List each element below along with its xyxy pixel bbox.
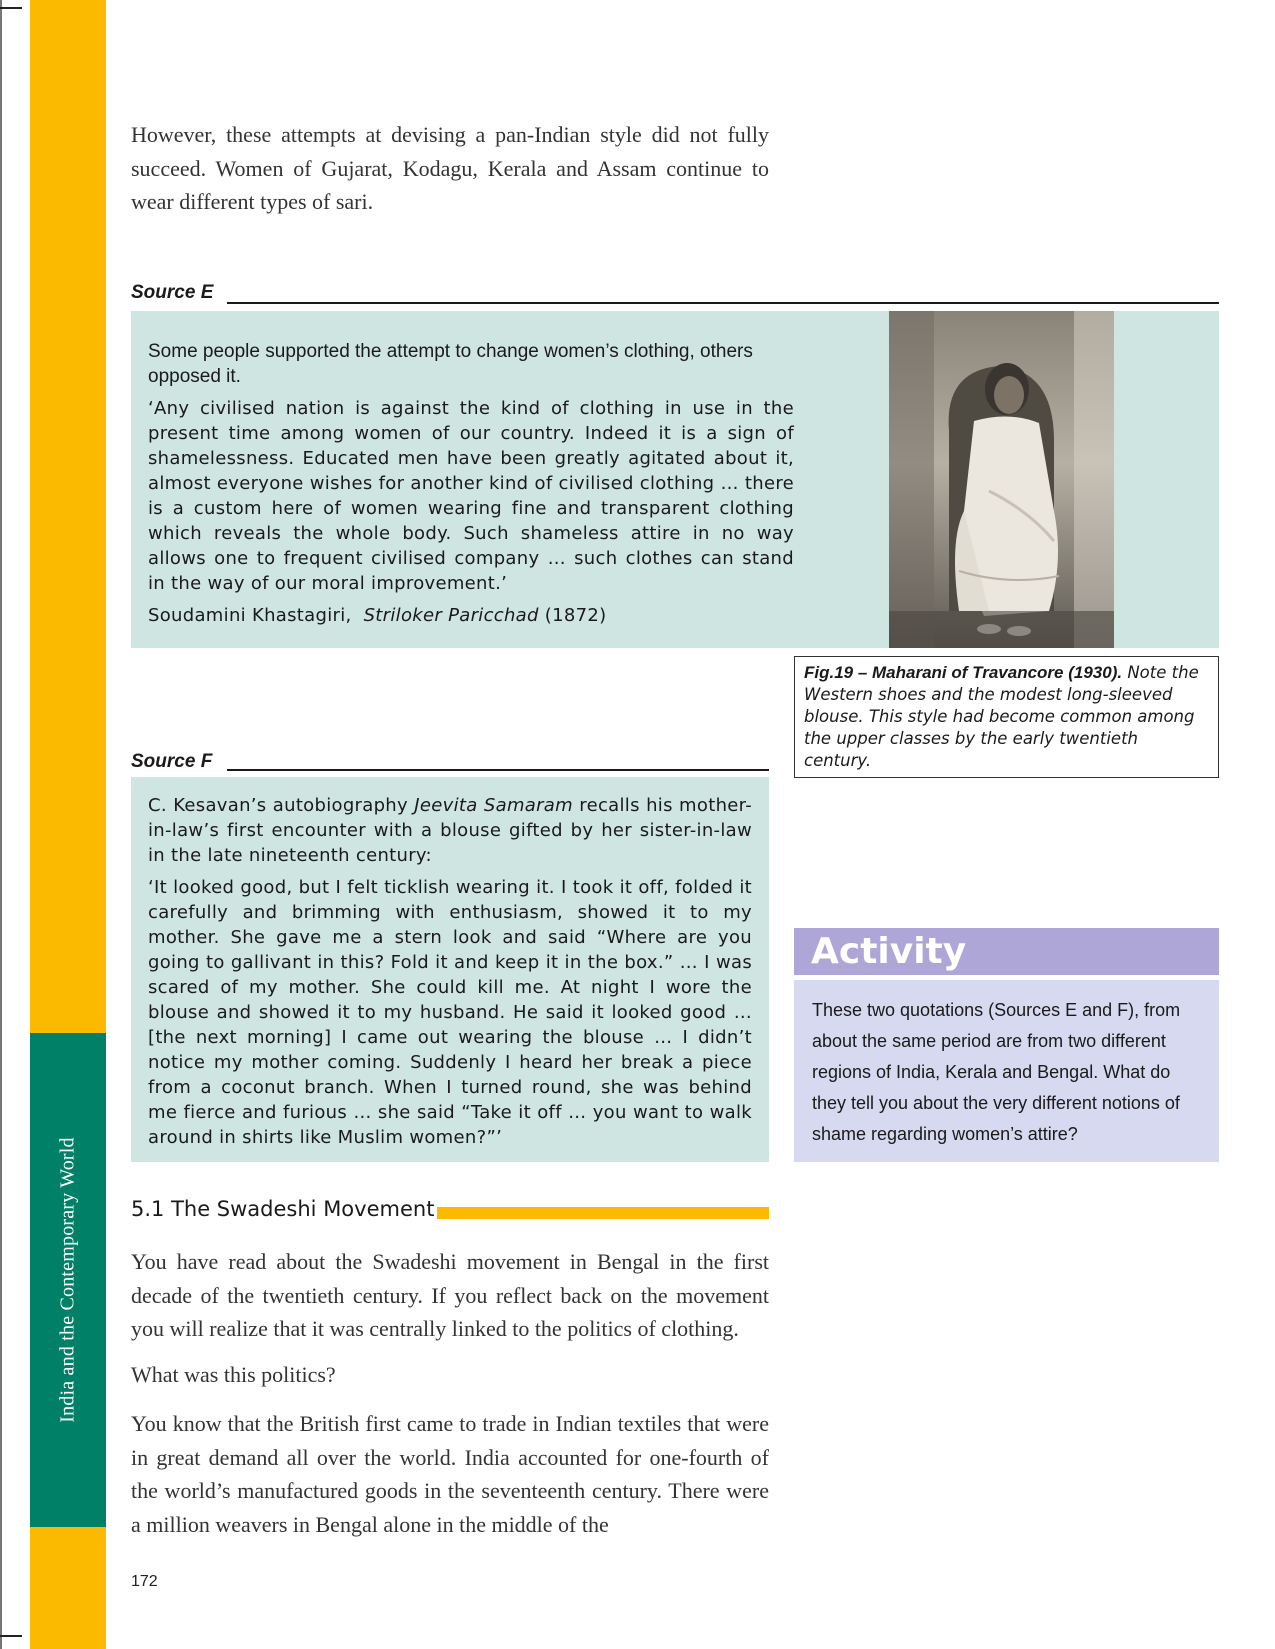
source-f-lead xyxy=(148,793,752,868)
source-f-lead-after: recalls his mother-in-law’s first encounter with a blouse gifted by her sister-in-law in the late nineteenth century: xyxy=(148,795,752,866)
section-paragraph: You have read about the Swadeshi movement in Bengal in the first decade of the twentieth century. If you reflect back on the movement you will realize that it was centrally linked to the politics of clothing. xyxy=(131,1249,769,1341)
source-f-book-title: Jeevita Samaram xyxy=(414,795,573,816)
source-e-citation xyxy=(148,603,794,628)
figure-label: Fig.19 – Maharani of Travancore (1930). xyxy=(804,663,1123,682)
crop-line xyxy=(0,0,2,1649)
activity-text: These two quotations (Sources E and F), from about the same period are from two different regions of India, Kerala and Bengal. What do they tell you about the very different notions of shame regarding women’s attire? xyxy=(794,980,1219,1162)
section-paragraph: What was this politics? xyxy=(131,1362,336,1387)
source-e-work: Striloker Paricchad xyxy=(363,605,539,626)
crop-mark-bottom xyxy=(0,1635,22,1637)
source-e-lead: Some people supported the attempt to change women’s clothing, others opposed it. xyxy=(148,341,753,387)
source-f-heading: Source F xyxy=(131,751,213,772)
source-f-quote: ‘It looked good, but I felt ticklish wearing it. I took it off, folded it carefully and brimming with enthusiasm, showed it to my mother. She gave me a stern look and said “Where are you going to gallivant in this? Fold it and keep it in the box.” … I was scared of my mother. She could kill me. At night I wore the blouse and showed it to my husband. He said it looked good … [the next morning] I came out wearing the blouse … I didn’t notice my mother coming. Suddenly I heard her break a piece from a coconut branch. When I turned round, she was behind me fierce and furious … she said “Take it off … you want to walk around in shirts like Muslim women?”’ xyxy=(148,877,752,1148)
source-e-author: Soudamini Khastagiri, xyxy=(148,605,352,626)
source-e-year: (1872) xyxy=(544,605,607,626)
source-f-box xyxy=(131,777,769,1162)
source-e-quote: ‘Any civilised nation is against the kind of clothing in use in the present time among women of our country. Indeed it is a sign of shamelessness. Educated men have been greatly agitated about it, almost everyone wishes for another kind of civilised clothing … there is a custom here of women wearing fine and transparent clothing which reveals the whole body. Such shameless attire in no way allows one to frequent civilised company … such clothes can stand in the way of our moral improvement.’ xyxy=(148,398,794,594)
page-number: 172 xyxy=(131,1573,158,1590)
maharani-photo xyxy=(889,311,1114,648)
crop-mark-top xyxy=(0,7,22,9)
section-paragraph: You know that the British first came to trade in Indian textiles that were in great demand all over the world. India accounted for one-fourth of the world’s manufactured goods in the seventeenth century. There were a million weavers in Bengal alone in the middle of the xyxy=(131,1411,769,1537)
source-e-rule xyxy=(227,302,1219,304)
source-f-rule xyxy=(227,769,769,771)
book-title-vertical: India and the Contemporary World xyxy=(56,1137,79,1423)
activity-title: Activity xyxy=(794,928,1219,975)
section-heading: 5.1 The Swadeshi Movement xyxy=(131,1197,435,1221)
figure-caption-text: Note the Western shoes and the modest long-sleeved blouse. This style had become common among the upper classes by the early twentieth century. xyxy=(804,663,1199,770)
source-e-heading: Source E xyxy=(131,282,214,303)
section-heading-bar xyxy=(437,1207,769,1219)
figure-caption xyxy=(794,656,1219,778)
source-f-lead-before: C. Kesavan’s autobiography xyxy=(148,795,408,816)
intro-paragraph: However, these attempts at devising a pan-Indian style did not fully succeed. Women of Gujarat, Kodagu, Kerala and Assam continue to wear different types of sari. xyxy=(131,122,769,214)
